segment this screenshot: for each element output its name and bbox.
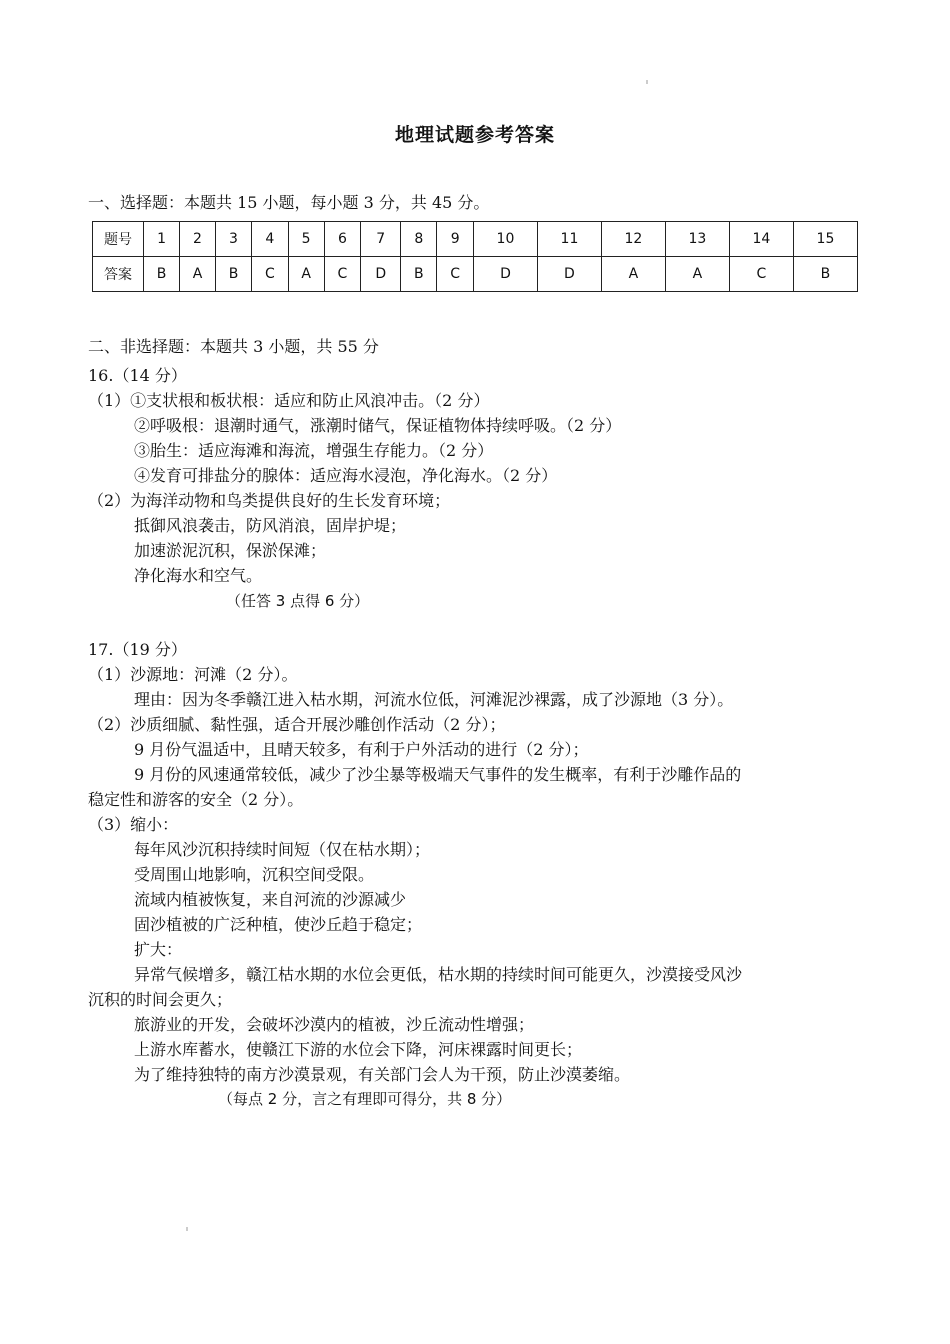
question-number: 5 (288, 222, 324, 257)
answer-cell: C (729, 257, 793, 292)
question-number: 14 (729, 222, 793, 257)
scan-mark (186, 1227, 188, 1231)
q17-part2-line3a: 9 月份的风速通常较低，减少了沙尘暴等极端天气事件的发生概率，有利于沙雕作品的 (134, 765, 742, 784)
q16-part1-line1: （1）①支状根和板状根：适应和防止风浪冲击。（2 分） (88, 391, 490, 410)
question-number: 8 (401, 222, 437, 257)
q16-part2-line3: 加速淤泥沉积，保淤保滩； (134, 541, 327, 560)
q16-part2-line4: 净化海水和空气。 (134, 566, 263, 585)
section1-heading: 一、选择题：本题共 15 小题，每小题 3 分，共 45 分。 (88, 193, 490, 212)
q17-part3-line3: 受周围山地影响，沉积空间受限。 (134, 865, 375, 884)
q17-part3-line10: 为了维持独特的南方沙漠景观，有关部门会人为干预，防止沙漠萎缩。 (134, 1065, 631, 1084)
q16-part1-line3: ③胎生：适应海滩和海流，增强生存能力。（2 分） (134, 441, 494, 460)
question-number: 15 (793, 222, 857, 257)
answer-cell: B (215, 257, 251, 292)
answer-cell: C (437, 257, 474, 292)
answer-cell: C (324, 257, 361, 292)
answer-cell: D (537, 257, 601, 292)
answer-cell: B (793, 257, 857, 292)
q17-part1-line2: 理由：因为冬季赣江进入枯水期，河流水位低，河滩泥沙裸露，成了沙源地（3 分）。 (134, 690, 734, 709)
question-number: 10 (473, 222, 537, 257)
question-number: 7 (361, 222, 401, 257)
row-label-question: 题号 (93, 222, 144, 257)
table-row-numbers (93, 222, 858, 257)
q17-part3-line4: 流域内植被恢复，来自河流的沙源减少 (134, 890, 407, 909)
question-number: 12 (601, 222, 665, 257)
q17-part3-line5: 固沙植被的广泛种植，使沙丘趋于稳定； (134, 915, 423, 934)
q16-part1-line2: ②呼吸根：退潮时通气，涨潮时储气，保证植物体持续呼吸。（2 分） (134, 416, 622, 435)
q16-scoring-note: （任答 3 点得 6 分） (226, 592, 370, 610)
answer-cell: A (180, 257, 216, 292)
question-number: 4 (252, 222, 289, 257)
q17-part2-line2: 9 月份气温适中，且晴天较多，有利于户外活动的进行（2 分）； (134, 740, 589, 759)
q17-part3-line8: 旅游业的开发，会破坏沙漠内的植被，沙丘流动性增强； (134, 1015, 535, 1034)
q17-part3-line7a: 异常气候增多，赣江枯水期的水位会更低，枯水期的持续时间可能更久，沙漠接受风沙 (134, 965, 743, 984)
q17-scoring-note: （每点 2 分，言之有理即可得分，共 8 分） (218, 1090, 512, 1108)
answer-cell: A (665, 257, 729, 292)
q17-part3-line1: （3）缩小： (88, 815, 179, 834)
q17-part3-line7b: 沉积的时间会更久； (88, 990, 233, 1009)
q16-header: 16.（14 分） (88, 366, 187, 385)
answer-cell: A (601, 257, 665, 292)
q17-header: 17.（19 分） (88, 640, 187, 659)
section2-heading: 二、非选择题：本题共 3 小题，共 55 分 (88, 337, 379, 356)
q17-part1-line1: （1）沙源地：河滩（2 分）。 (88, 665, 298, 684)
question-number: 3 (215, 222, 251, 257)
table-row-answers (93, 257, 858, 292)
question-number: 9 (437, 222, 474, 257)
answer-cell: D (473, 257, 537, 292)
answer-cell: C (252, 257, 289, 292)
answer-cell: D (361, 257, 401, 292)
q17-part3-line6: 扩大： (134, 940, 183, 959)
answer-cell: B (144, 257, 180, 292)
q16-part1-line4: ④发育可排盐分的腺体：适应海水浸泡，净化海水。（2 分） (134, 466, 558, 485)
q17-part3-line2: 每年风沙沉积持续时间短（仅在枯水期）； (134, 840, 431, 859)
page-title: 地理试题参考答案 (394, 124, 555, 146)
answer-cell: B (401, 257, 437, 292)
q17-part2-line3b: 稳定性和游客的安全（2 分）。 (88, 790, 304, 809)
scan-mark (646, 80, 648, 84)
question-number: 13 (665, 222, 729, 257)
q16-part2-line2: 抵御风浪袭击，防风消浪，固岸护堤； (134, 516, 407, 535)
q17-part3-line9: 上游水库蓄水，使赣江下游的水位会下降，河床裸露时间更长； (134, 1040, 583, 1059)
answer-table (92, 221, 858, 292)
question-number: 1 (144, 222, 180, 257)
row-label-answer: 答案 (93, 257, 144, 292)
question-number: 6 (324, 222, 361, 257)
q16-part2-line1: （2）为海洋动物和鸟类提供良好的生长发育环境； (88, 491, 451, 510)
question-number: 2 (180, 222, 216, 257)
answer-cell: A (288, 257, 324, 292)
question-number: 11 (537, 222, 601, 257)
q17-part2-line1: （2）沙质细腻、黏性强，适合开展沙雕创作活动（2 分）； (88, 715, 506, 734)
